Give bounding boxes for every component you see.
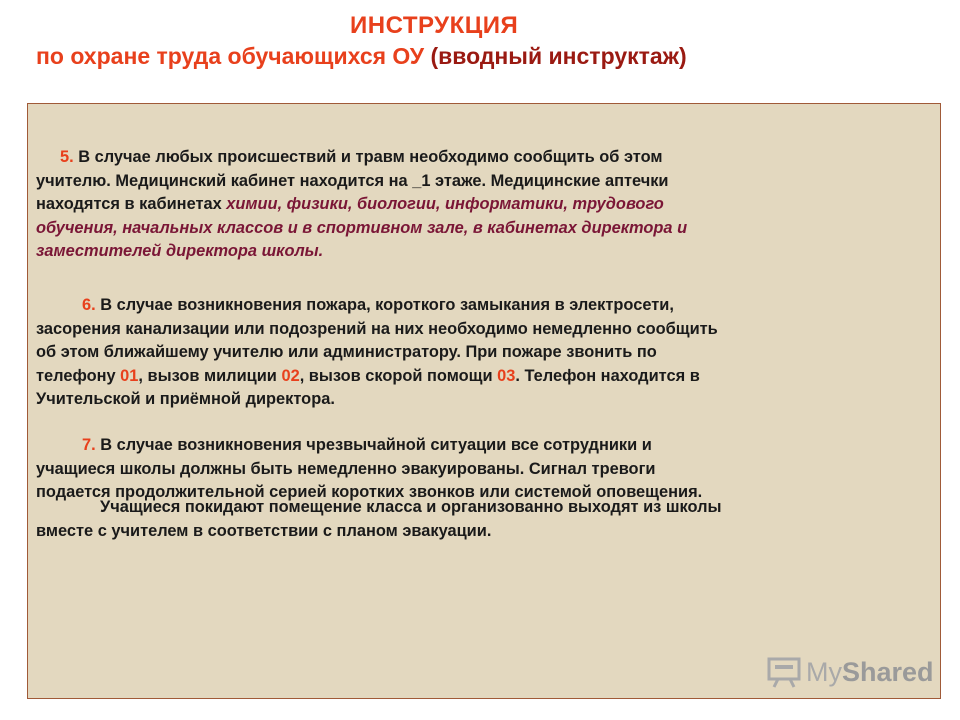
- para5-number: 5.: [60, 148, 74, 166]
- paragraph-6-body: [36, 318, 718, 412]
- paragraph-5-body: [36, 170, 687, 264]
- content-panel: [27, 103, 941, 699]
- para6-text-4a: телефону: [36, 366, 121, 385]
- ambulance-phone-number: 03: [497, 366, 516, 385]
- myshared-watermark: [766, 656, 934, 688]
- page-title: ИНСТРУКЦИЯ: [350, 12, 519, 39]
- para6-line-5: Учительской и приёмной директора.: [36, 390, 335, 408]
- para5-line-5: заместителей директора школы.: [36, 242, 324, 260]
- para6-text-1: В случае возникновения пожара, короткого замыкания в электросети,: [95, 296, 674, 314]
- paragraph-7: [82, 434, 652, 458]
- para7-line-5: вместе с учителем в соответствии с планом эвакуации.: [36, 522, 492, 540]
- paragraph-5: [60, 146, 663, 170]
- paragraph-6: [82, 294, 674, 318]
- para5-line-2: учителю. Медицинский кабинет находится на _1 этаже. Медицинские аптечки: [36, 171, 669, 190]
- fire-phone-number: 01: [120, 366, 139, 385]
- para6-line-3: об этом ближайшему учителю или администратору. При пожаре звонить по: [36, 343, 657, 361]
- para5-line-1: [60, 146, 663, 170]
- para6-line-2: засорения канализации или подозрений на них необходимо немедленно сообщить: [36, 319, 718, 338]
- para6-text-4e: , вызов скорой помощи: [299, 366, 498, 385]
- para5-text-3a: находятся в кабинетах: [36, 195, 227, 213]
- paragraph-7-end: [36, 520, 491, 544]
- para7-line-2: учащиеся школы должны быть немедленно эвакуированы. Сигнал тревоги: [36, 459, 656, 478]
- para7-text-1: В случае возникновения чрезвычайной ситуации все сотрудники и: [95, 436, 652, 454]
- watermark-text-my: My: [806, 656, 842, 687]
- watermark-text-shared: Shared: [842, 656, 934, 687]
- para5-line-3: [36, 193, 687, 217]
- subtitle-main: по охране труда обучающихся ОУ: [36, 43, 425, 69]
- presentation-board-icon: [766, 656, 802, 688]
- page-subtitle: [36, 43, 687, 70]
- para6-text-4c: , вызов милиции: [138, 366, 282, 385]
- para6-text-4g: . Телефон находится в: [515, 366, 700, 385]
- police-phone-number: 02: [281, 366, 300, 385]
- paragraph-7-extra: [100, 496, 722, 520]
- para5-line-4: обучения, начальных классов и в спортивном зале, в кабинетах директора и: [36, 218, 688, 237]
- para5-text-3b: химии, физики, биологии, информатики, трудового: [226, 195, 664, 213]
- para5-text-1: В случае любых происшествий и травм необходимо сообщить об этом: [73, 148, 663, 166]
- watermark-text: [806, 657, 934, 688]
- subtitle-paren: (вводный инструктаж): [430, 43, 687, 69]
- para6-line-1: [82, 294, 674, 318]
- para6-number: 6.: [82, 296, 96, 314]
- para7-line-4: Учащиеся покидают помещение класса и организованно выходят из школы: [100, 498, 722, 516]
- para7-line-1: [82, 434, 652, 458]
- para7-line-3: подается продолжительной серией коротких звонков или системой оповещения.: [36, 483, 703, 501]
- para7-number: 7.: [82, 436, 96, 454]
- para6-line-4: [36, 365, 718, 389]
